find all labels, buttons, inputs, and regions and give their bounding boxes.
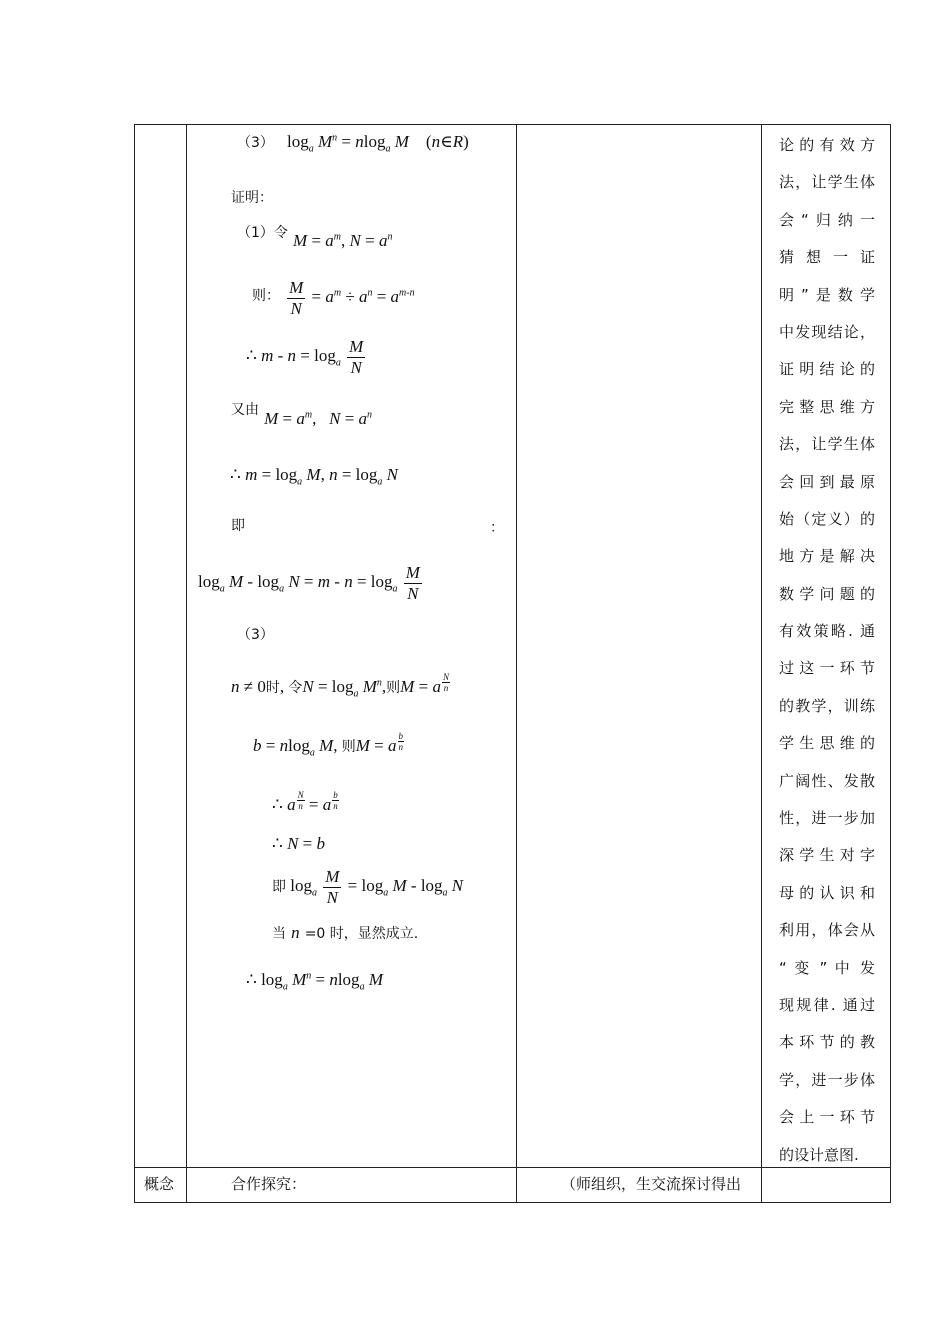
case-zero-suffix: =0 时，显然成立. (304, 926, 419, 942)
commentary-line: 的设计意图. (779, 1145, 859, 1164)
also-from-formula: $M = a^m$, $N = a^n$ (264, 409, 373, 428)
therefore4-formula: ∴ N = b (272, 834, 326, 853)
commentary-line: 学，进一步体 (779, 1070, 875, 1089)
colon-mark: ： (490, 520, 504, 536)
case-zero-line (272, 923, 418, 943)
also-from-line (231, 399, 373, 428)
commentary-line: 现规律. 通过 (779, 995, 875, 1014)
that-is2-formula: 即 $\log_a$ $\frac{M}{N}$ = $\log_a M - \log_a N$ (272, 867, 464, 907)
table-top-border (134, 124, 891, 125)
commentary-line: 论的有效方 (779, 136, 875, 154)
b-def-formula: b = nlog$_a$ M, 则M = a $\frac{b}{n}$ (253, 731, 404, 759)
commentary-line: 始（定义）的 (779, 509, 875, 528)
commentary-line: 猜 想 一 证 (779, 248, 875, 267)
case-zero-n: n (291, 923, 300, 942)
item3b-label: （3） (237, 627, 274, 643)
table-left-border (134, 124, 135, 1203)
also-from-label: 又由 (231, 402, 259, 418)
step1-label: （1）令 (237, 225, 288, 241)
footer-col1-label: 概念 (144, 1175, 175, 1193)
result1-line (198, 563, 424, 604)
commentary-line: 本环节的教 (779, 1033, 875, 1052)
commentary-line: 明”是数学 (779, 285, 875, 304)
commentary-line: “ 变 ” 中 发 (779, 958, 875, 977)
commentary-line: 母的认识和 (779, 883, 875, 902)
table-col-divider-3 (761, 124, 762, 1203)
footer-col2-label: 合作探究： (231, 1175, 307, 1193)
case-zero-prefix: 当 (272, 926, 286, 942)
proof-statement-line (237, 132, 469, 154)
therefore3-formula: ∴ a $\frac{N}{n}$ = a $\frac{b}{n}$ (272, 790, 338, 814)
commentary-line: 法，让学生体 (779, 173, 875, 192)
result1-formula: $\log_a M - \log_a N = m - n = \log_a$ $\frac{M}{N}$ (198, 563, 420, 603)
commentary-line: 证明结论的 (779, 360, 875, 379)
table-right-border (890, 124, 891, 1203)
commentary-line: 会上一环节 (779, 1108, 875, 1127)
commentary-line: 深学生对字 (779, 846, 875, 865)
therefore3-line (272, 790, 339, 815)
statement-formula: $\log_a M^n = nlog_a$ M (n∈R) (287, 132, 469, 155)
that-is-label: 即 (231, 518, 245, 534)
commentary-line: 性，进一步加 (779, 809, 875, 828)
therefore1-line (246, 337, 367, 378)
case-nonzero-line (231, 672, 450, 699)
that-is2-line (272, 867, 463, 908)
commentary-line: 会回到最原 (779, 472, 875, 491)
table-col-divider-2 (516, 124, 517, 1203)
conclusion-line (246, 970, 383, 992)
quotient-formula: $\frac{M}{N}$ = $a^m \div a^n = a^{m-n}$ (289, 278, 415, 318)
commentary-line: 会“归纳一 (779, 210, 875, 229)
table-col-divider-1 (186, 124, 187, 1203)
commentary-line: 完整思维方 (779, 397, 875, 416)
commentary-line: 有效策略. 通 (779, 622, 875, 641)
commentary-line: 广阔性、发散 (779, 771, 875, 790)
commentary-line: 学生思维的 (779, 734, 875, 753)
therefore2-formula: ∴ $m = \log_a M$, $n = \log_a N$ (230, 465, 398, 488)
commentary-line: 法，让学生体 (779, 435, 875, 454)
step1-line (237, 222, 393, 250)
table-bottom-border (134, 1202, 891, 1203)
item-label: （3） (237, 135, 274, 151)
b-def-line (253, 731, 404, 758)
step1-formula: $M = a^m$, $N = a^n$ (293, 231, 393, 250)
commentary-line: 的教学，训练 (779, 696, 875, 715)
proof-label: 证明： (231, 190, 273, 206)
commentary-line: 数学问题的 (779, 584, 875, 603)
commentary-line: 地方是解决 (779, 547, 875, 566)
therefore1-formula: ∴ $m - n = \log_a$ $\frac{M}{N}$ (246, 337, 364, 377)
conclusion-formula: ∴ $\log_a M^n = nlog_a$ M (246, 970, 383, 993)
therefore4-line (272, 834, 325, 854)
case-nonzero-formula: n ≠ 0时, 令$N = \log_a M^n$,则M = a $\frac{N}{n}$ (231, 672, 449, 700)
footer-col3-label: （师组织，生交流探讨得出 (561, 1175, 742, 1193)
then-label: 则： (252, 288, 280, 305)
table-row-divider (134, 1167, 891, 1168)
commentary-line: 利用，体会从 (779, 921, 875, 940)
commentary-line: 中发现结论， (779, 322, 875, 341)
therefore2-line (230, 465, 398, 487)
commentary-line: 过这一环节 (779, 659, 875, 678)
design-intent-commentary (779, 127, 875, 1174)
quotient-line (252, 278, 415, 319)
